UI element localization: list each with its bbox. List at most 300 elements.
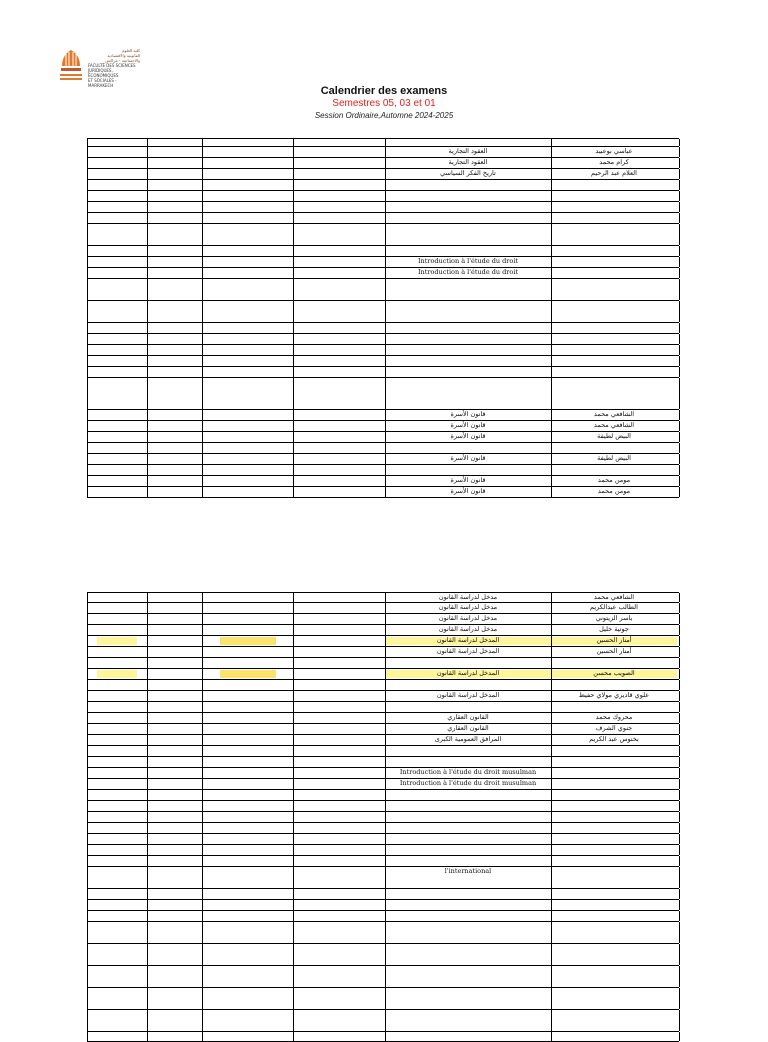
column-divider <box>202 139 203 146</box>
column-divider <box>87 191 88 201</box>
module-cell: مدخل لدراسة القانون <box>438 593 498 601</box>
row-highlight <box>220 670 276 678</box>
module-cell: العقود التجارية <box>448 158 488 166</box>
column-divider <box>679 147 680 157</box>
column-divider <box>87 735 88 745</box>
column-divider <box>87 669 88 679</box>
column-divider <box>385 1010 386 1031</box>
table-row <box>87 487 679 498</box>
column-divider <box>551 944 552 965</box>
column-divider <box>551 139 552 146</box>
column-divider <box>385 465 386 475</box>
column-divider <box>679 356 680 366</box>
column-divider <box>551 911 552 921</box>
column-divider <box>385 757 386 767</box>
column-divider <box>385 1032 386 1041</box>
column-divider <box>551 801 552 811</box>
module-cell: قانون الأسرة <box>450 454 486 462</box>
column-divider <box>293 410 294 420</box>
column-divider <box>293 669 294 679</box>
column-divider <box>293 691 294 701</box>
column-divider <box>293 147 294 157</box>
column-divider <box>293 834 294 844</box>
column-divider <box>147 856 148 866</box>
column-divider <box>679 702 680 712</box>
table-row <box>87 966 679 988</box>
column-divider <box>293 988 294 1009</box>
column-divider <box>87 658 88 668</box>
module-cell: قانون الأسرة <box>450 487 486 495</box>
column-divider <box>385 746 386 756</box>
column-divider <box>147 268 148 278</box>
column-divider <box>293 202 294 212</box>
column-divider <box>293 367 294 377</box>
column-divider <box>293 421 294 431</box>
column-divider <box>147 702 148 712</box>
column-divider <box>87 465 88 475</box>
column-divider <box>202 246 203 256</box>
column-divider <box>202 432 203 442</box>
professor-cell: الطالب عبدالكريم <box>590 603 638 611</box>
column-divider <box>293 944 294 965</box>
column-divider <box>551 213 552 223</box>
column-divider <box>293 614 294 624</box>
column-divider <box>87 454 88 464</box>
table-row <box>87 779 679 790</box>
column-divider <box>385 889 386 899</box>
table-row <box>87 988 679 1010</box>
column-divider <box>147 614 148 624</box>
column-divider <box>147 768 148 778</box>
column-divider <box>551 345 552 355</box>
column-divider <box>202 593 203 602</box>
column-divider <box>202 812 203 822</box>
column-divider <box>385 680 386 690</box>
column-divider <box>147 823 148 833</box>
column-divider <box>679 834 680 844</box>
table-row <box>87 834 679 845</box>
column-divider <box>679 465 680 475</box>
column-divider <box>551 812 552 822</box>
column-divider <box>551 768 552 778</box>
table-row <box>87 702 679 713</box>
column-divider <box>293 647 294 657</box>
column-divider <box>551 443 552 453</box>
column-divider <box>385 378 386 409</box>
table-row <box>87 823 679 834</box>
column-divider <box>202 768 203 778</box>
module-cell: المدخل لدراسة القانون <box>436 636 500 644</box>
column-divider <box>551 356 552 366</box>
column-divider <box>385 139 386 146</box>
column-divider <box>87 713 88 723</box>
column-divider <box>551 1010 552 1031</box>
column-divider <box>202 911 203 921</box>
column-divider <box>679 268 680 278</box>
column-divider <box>551 900 552 910</box>
column-divider <box>293 757 294 767</box>
column-divider <box>385 443 386 453</box>
column-divider <box>679 454 680 464</box>
column-divider <box>147 378 148 409</box>
module-cell: l'international <box>444 867 492 875</box>
column-divider <box>293 603 294 613</box>
column-divider <box>293 180 294 190</box>
column-divider <box>202 724 203 734</box>
column-divider <box>293 139 294 146</box>
column-divider <box>202 867 203 888</box>
table-row <box>87 713 679 724</box>
column-divider <box>679 158 680 168</box>
module-cell: مدخل لدراسة القانون <box>438 625 498 633</box>
column-divider <box>679 603 680 613</box>
module-cell: Introduction à l'étude du droit <box>417 257 519 265</box>
column-divider <box>87 790 88 800</box>
column-divider <box>385 279 386 300</box>
column-divider <box>385 356 386 366</box>
column-divider <box>293 169 294 179</box>
column-divider <box>147 944 148 965</box>
professor-cell: كرام محمد <box>599 158 629 166</box>
column-divider <box>293 476 294 486</box>
column-divider <box>147 1010 148 1031</box>
column-divider <box>202 944 203 965</box>
column-divider <box>551 680 552 690</box>
column-divider <box>385 790 386 800</box>
professor-cell: محروك محمد <box>595 713 633 721</box>
column-divider <box>293 487 294 497</box>
column-divider <box>551 867 552 888</box>
column-divider <box>202 889 203 899</box>
professor-cell: البيض لطيفة <box>597 432 631 440</box>
column-divider <box>87 691 88 701</box>
column-divider <box>202 790 203 800</box>
professor-cell: الشافعي محمد <box>593 593 635 601</box>
logo-text <box>88 48 140 88</box>
column-divider <box>202 191 203 201</box>
table-row <box>87 169 679 180</box>
column-divider <box>87 487 88 497</box>
column-divider <box>679 867 680 888</box>
table-row <box>87 191 679 202</box>
professor-cell: مومن محمد <box>597 487 631 495</box>
column-divider <box>87 301 88 322</box>
column-divider <box>87 966 88 987</box>
column-divider <box>679 301 680 322</box>
column-divider <box>385 367 386 377</box>
professor-cell: جوتية خليل <box>599 625 629 633</box>
column-divider <box>202 345 203 355</box>
column-divider <box>679 246 680 256</box>
table-row <box>87 669 679 680</box>
column-divider <box>87 279 88 300</box>
column-divider <box>551 202 552 212</box>
column-divider <box>385 834 386 844</box>
column-divider <box>147 603 148 613</box>
column-divider <box>87 1010 88 1031</box>
column-divider <box>385 812 386 822</box>
column-divider <box>87 680 88 690</box>
table-row <box>87 1010 679 1032</box>
table-row <box>87 443 679 454</box>
column-divider <box>293 823 294 833</box>
column-divider <box>293 735 294 745</box>
column-divider <box>147 421 148 431</box>
column-divider <box>679 669 680 679</box>
table-row <box>87 180 679 191</box>
column-divider <box>679 487 680 497</box>
column-divider <box>385 202 386 212</box>
column-divider <box>679 202 680 212</box>
column-divider <box>147 889 148 899</box>
table-row <box>87 301 679 323</box>
column-divider <box>551 790 552 800</box>
column-divider <box>87 257 88 267</box>
column-divider <box>147 323 148 333</box>
column-divider <box>293 768 294 778</box>
column-divider <box>87 345 88 355</box>
table-row <box>87 691 679 702</box>
table-row <box>87 812 679 823</box>
column-divider <box>147 801 148 811</box>
column-divider <box>385 301 386 322</box>
column-divider <box>385 988 386 1009</box>
table-row <box>87 476 679 487</box>
professor-cell: الشافعي محمد <box>593 421 635 429</box>
column-divider <box>147 812 148 822</box>
column-divider <box>293 702 294 712</box>
table-row <box>87 378 679 410</box>
column-divider <box>679 476 680 486</box>
table-row <box>87 801 679 812</box>
column-divider <box>679 889 680 899</box>
column-divider <box>202 845 203 855</box>
column-divider <box>87 757 88 767</box>
column-divider <box>679 345 680 355</box>
column-divider <box>87 856 88 866</box>
column-divider <box>293 900 294 910</box>
column-divider <box>147 845 148 855</box>
column-divider <box>679 1010 680 1031</box>
column-divider <box>147 757 148 767</box>
column-divider <box>202 224 203 245</box>
column-divider <box>385 323 386 333</box>
column-divider <box>679 191 680 201</box>
column-divider <box>147 410 148 420</box>
column-divider <box>385 856 386 866</box>
table-row <box>87 768 679 779</box>
column-divider <box>551 779 552 789</box>
column-divider <box>202 636 203 646</box>
column-divider <box>293 279 294 300</box>
column-divider <box>679 658 680 668</box>
column-divider <box>679 746 680 756</box>
column-divider <box>87 900 88 910</box>
column-divider <box>202 301 203 322</box>
row-highlight <box>97 670 137 678</box>
logo-fr-line-1: FACULTÉ DES SCIENCES <box>88 63 136 68</box>
column-divider <box>147 224 148 245</box>
table-row <box>87 856 679 867</box>
table-row <box>87 680 679 691</box>
column-divider <box>385 900 386 910</box>
column-divider <box>147 867 148 888</box>
column-divider <box>147 202 148 212</box>
column-divider <box>293 443 294 453</box>
column-divider <box>202 257 203 267</box>
column-divider <box>293 922 294 943</box>
column-divider <box>202 180 203 190</box>
column-divider <box>679 856 680 866</box>
column-divider <box>679 779 680 789</box>
column-divider <box>551 224 552 245</box>
column-divider <box>147 966 148 987</box>
column-divider <box>293 432 294 442</box>
module-cell: قانون الأسرة <box>450 421 486 429</box>
table-row <box>87 603 679 614</box>
column-divider <box>202 966 203 987</box>
column-divider <box>147 139 148 146</box>
column-divider <box>202 279 203 300</box>
column-divider <box>679 757 680 767</box>
column-divider <box>385 213 386 223</box>
column-divider <box>551 191 552 201</box>
column-divider <box>293 1032 294 1041</box>
column-divider <box>87 213 88 223</box>
column-divider <box>87 139 88 146</box>
column-divider <box>87 746 88 756</box>
column-divider <box>551 323 552 333</box>
module-cell: مدخل لدراسة القانون <box>438 614 498 622</box>
column-divider <box>147 625 148 635</box>
column-divider <box>202 1032 203 1041</box>
column-divider <box>202 746 203 756</box>
column-divider <box>87 922 88 943</box>
module-cell: Introduction à l'étude du droit <box>417 268 519 276</box>
column-divider <box>551 367 552 377</box>
column-divider <box>385 922 386 943</box>
column-divider <box>87 202 88 212</box>
logo-ar-line-3: والاجتماعية - مراكش <box>105 58 140 63</box>
column-divider <box>202 801 203 811</box>
column-divider <box>679 922 680 943</box>
column-divider <box>147 911 148 921</box>
table-row <box>87 658 679 669</box>
column-divider <box>87 779 88 789</box>
table-row <box>87 202 679 213</box>
professor-cell: أمنار الحسين <box>596 636 632 644</box>
column-divider <box>551 856 552 866</box>
column-divider <box>87 246 88 256</box>
column-divider <box>147 180 148 190</box>
column-divider <box>147 988 148 1009</box>
column-divider <box>202 988 203 1009</box>
column-divider <box>87 768 88 778</box>
column-divider <box>293 323 294 333</box>
professor-cell: بخنوس عبد الكريم <box>589 735 639 743</box>
column-divider <box>551 257 552 267</box>
table-row <box>87 257 679 268</box>
column-divider <box>293 593 294 602</box>
page-title: Calendrier des examens <box>320 85 448 97</box>
column-divider <box>551 988 552 1009</box>
column-divider <box>87 356 88 366</box>
column-divider <box>87 1032 88 1041</box>
column-divider <box>551 966 552 987</box>
row-highlight <box>97 637 137 645</box>
professor-cell: مومن محمد <box>597 476 631 484</box>
column-divider <box>147 834 148 844</box>
column-divider <box>202 922 203 943</box>
column-divider <box>202 680 203 690</box>
table-row <box>87 356 679 367</box>
column-divider <box>293 713 294 723</box>
module-cell: مدخل لدراسة القانون <box>438 603 498 611</box>
module-cell: قانون الأسرة <box>450 432 486 440</box>
column-divider <box>202 443 203 453</box>
column-divider <box>202 334 203 344</box>
column-divider <box>293 625 294 635</box>
column-divider <box>202 465 203 475</box>
column-divider <box>385 246 386 256</box>
column-divider <box>147 1032 148 1041</box>
column-divider <box>551 301 552 322</box>
column-divider <box>147 647 148 657</box>
column-divider <box>202 367 203 377</box>
column-divider <box>679 988 680 1009</box>
column-divider <box>679 713 680 723</box>
column-divider <box>87 169 88 179</box>
module-cell: Introduction à l'étude du droit musulman <box>399 768 537 776</box>
table-row <box>87 454 679 465</box>
column-divider <box>147 691 148 701</box>
column-divider <box>551 279 552 300</box>
column-divider <box>87 944 88 965</box>
column-divider <box>679 323 680 333</box>
column-divider <box>202 421 203 431</box>
column-divider <box>293 746 294 756</box>
exam-table-2 <box>87 592 679 1042</box>
table-row <box>87 724 679 735</box>
column-divider <box>385 944 386 965</box>
column-divider <box>202 213 203 223</box>
module-cell: Introduction à l'étude du droit musulman <box>399 779 537 787</box>
column-divider <box>87 443 88 453</box>
column-divider <box>87 593 88 602</box>
column-divider <box>551 334 552 344</box>
module-cell: المدخل لدراسة القانون <box>436 647 500 655</box>
column-divider <box>293 801 294 811</box>
column-divider <box>147 746 148 756</box>
column-divider <box>293 845 294 855</box>
column-divider <box>87 801 88 811</box>
table-row <box>87 367 679 378</box>
professor-cell: الصويب محسن <box>593 669 635 677</box>
column-divider <box>679 911 680 921</box>
column-divider <box>679 257 680 267</box>
column-divider <box>293 334 294 344</box>
column-divider <box>679 801 680 811</box>
logo-ar-line-2: القانونية والاقتصادية <box>107 53 140 58</box>
professor-cell: البيض لطيفة <box>597 454 631 462</box>
column-divider <box>385 845 386 855</box>
table-row <box>87 636 679 647</box>
column-divider <box>679 625 680 635</box>
column-divider <box>679 823 680 833</box>
column-divider <box>679 812 680 822</box>
column-divider <box>293 257 294 267</box>
module-cell: قانون الأسرة <box>450 410 486 418</box>
